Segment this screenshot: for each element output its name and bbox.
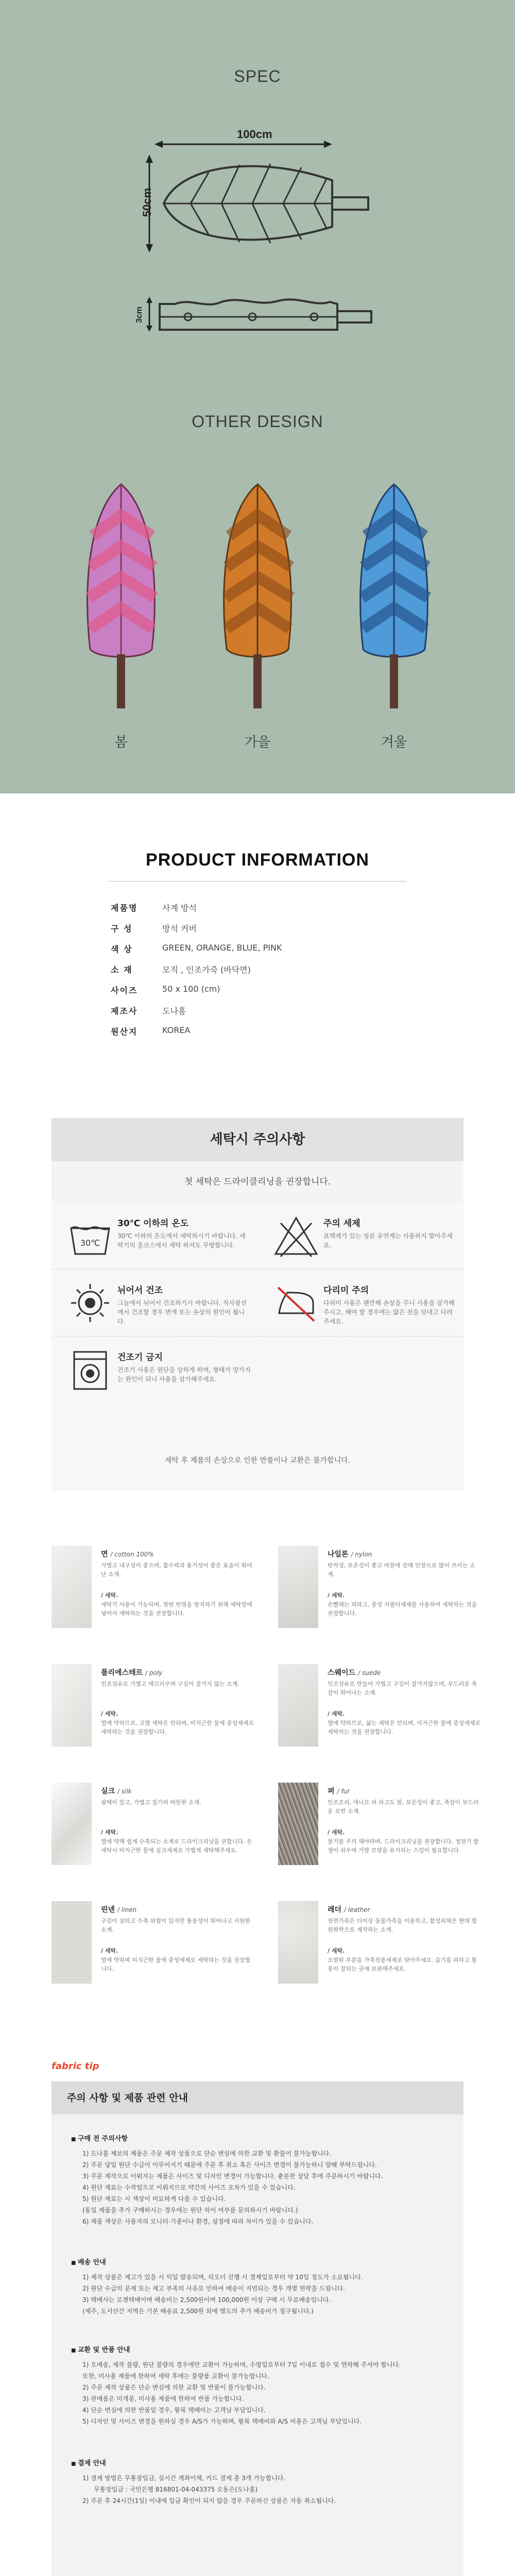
fabric-item — [278, 1664, 484, 1772]
fabric-item — [52, 1664, 258, 1772]
wash-grid — [52, 1202, 464, 1491]
fabric-item — [278, 1546, 484, 1654]
fabric-care-head: / 세탁. — [101, 1592, 118, 1599]
notice-line: 5) 디자인 및 사이즈 변경을 원하실 경우 A/S가 가능하며, 왕복 택배비와 A/S 비용은 고객님 부담입니다. — [82, 2418, 362, 2425]
notice-group-heading: ■ 결제 안내 — [71, 2458, 452, 2467]
notice-group-shipping — [71, 2257, 452, 2317]
notice-group-payment — [71, 2458, 452, 2506]
product-info-title: PRODUCT INFORMATION — [146, 850, 369, 870]
notice-line: 4) 단순 변심에 의한 반품일 경우, 왕복 택배비는 고객님 부담입니다. — [82, 2406, 266, 2414]
notice-box — [52, 2081, 464, 2576]
notice-title: 주의 사항 및 제품 관련 안내 — [52, 2081, 464, 2114]
season-spring-label: 봄 — [114, 735, 128, 750]
season-winter-label: 겨울 — [381, 735, 407, 750]
notice-line: 4) 원단 재료는 수작업으로 이뤄지므로 약간의 사이즈 오차가 있을 수 있습니다. — [82, 2184, 296, 2191]
notice-line: 3) 주문 제작으로 이뤄지는 제품은 사이즈 및 디자인 변경이 가능합니다. 충분한 상담 후에 주문하시기 바랍니다. — [82, 2173, 383, 2180]
notice-line: 3) 판매품은 미개봉, 미사용 제품에 한하여 반품 가능합니다. — [82, 2395, 244, 2402]
fabric-swatch — [52, 1783, 92, 1865]
notice-line: 1) 오배송, 제작 불량, 원단 불량의 경우에만 교환이 가능하며, 수령일로부터 7일 이내로 접수 및 연락해 주셔야 합니다. — [82, 2361, 401, 2368]
fabric-tip-label: fabric tip — [52, 2061, 99, 2072]
notice-line: 2) 주문 당일 원단 수급이 이루어지기 때문에 주문 후 취소 혹은 사이즈 변경이 불가능하니 양해 부탁드립니다. — [82, 2161, 377, 2168]
fabric-care-head: / 세탁. — [328, 1710, 345, 1717]
fabric-care-desc: 열에 약해 쉽게 수축되는 소재로 드라이크리닝을 권합니다. 손세탁시 미지근한 물에 실크세제로 가볍게 세탁해주세요. — [101, 1838, 252, 1854]
fabric-care-desc: 오염된 부분을 가죽전용세제로 닦아주세요. 습기를 피하고 통풍이 잘되는 곳에 보관해주세요. — [328, 1957, 477, 1972]
fabric-name: 퍼 / fur — [328, 1787, 350, 1795]
fabric-care-desc: 열에 약하므로, 삶는 세탁은 안되며, 미지근한 물에 중성세제로 세탁하는 것을 권장합니다. — [328, 1720, 481, 1735]
info-value: 사계 방석 — [162, 903, 197, 913]
fabric-care-head: / 세탁. — [101, 1710, 118, 1717]
wash-item — [52, 1336, 258, 1403]
fabric-care-desc: 손빨래는 피하고, 중성 저필터세제를 사용하여 세탁하는 것을 권장합니다. — [328, 1601, 477, 1617]
wash-subtitle: 첫 세탁은 드라이클리닝을 권장합니다. — [52, 1161, 464, 1202]
info-key: 색 상 — [111, 944, 133, 954]
other-design-title: OTHER DESIGN — [192, 412, 323, 431]
notice-line: (제주, 도서산간 지역은 기본 배송료 2,500원 외에 별도의 추가 배송비가 청구됩니다.) — [82, 2308, 314, 2315]
notice-group-heading: ■ 교환 및 반품 안내 — [71, 2344, 452, 2354]
notice-group-purchase — [71, 2133, 452, 2227]
notice-section — [0, 2061, 515, 2576]
fabric-care-head: / 세탁. — [328, 1947, 345, 1954]
fabric-name: 실크 / silk — [101, 1787, 132, 1795]
info-value: 도나홈 — [162, 1006, 186, 1016]
fabric-item — [278, 1783, 484, 1891]
wash-item-desc: 건조기 사용은 원단을 상하게 하며, 형태가 망가지는 원인이 되니 사용을 삼가해주세요. — [117, 1366, 251, 1383]
fabric-name: 린넨 / linen — [101, 1906, 137, 1914]
wash-item-desc: 다리미 사용은 웬만해 손상을 주니 사용을 삼가해주시고, 해야 할 경우에는 얇은 천을 덧대고 다려주세요. — [323, 1299, 455, 1325]
season-autumn-label: 가을 — [244, 735, 271, 750]
wash-caution-section — [0, 1118, 515, 1499]
notice-group-heading: ■ 구매 전 주의사항 — [71, 2133, 452, 2143]
notice-group-exchange — [71, 2344, 452, 2427]
wash-item-title: 뉘어서 건조 — [117, 1285, 163, 1296]
fabric-desc: 탄력성, 보온성이 좋고 마찰에 강해 인장으로 많이 쓰이는 소재. — [328, 1562, 475, 1578]
notice-line: 무통장입금 : 국민은행 816801-04-043375 오동은(도나홈) — [94, 2486, 258, 2493]
fabric-desc: 광택이 있고, 가볍고 질기며 따뜻한 소재. — [101, 1799, 201, 1806]
cushion-autumn-image — [211, 479, 304, 711]
svg-text:30℃: 30℃ — [80, 1238, 100, 1248]
fabric-desc: 인조섬유로 만들어 가볍고 구김이 잘가지않으며, 부드러운 촉감이 뛰어나는 소재. — [328, 1681, 477, 1696]
fabric-care-head: / 세탁. — [101, 1829, 118, 1836]
notice-line: 5) 원단 재료는 시 색상이 미묘하게 다를 수 있습니다. — [82, 2195, 226, 2202]
notice-line: 1) 결제 방법은 무통장입금, 실시간 계좌이체, 카드 결제 총 3개 가능합니다. — [82, 2475, 286, 2482]
fabric-item — [278, 1901, 484, 2009]
spec-side-diagram — [103, 289, 412, 361]
fabric-swatch — [278, 1783, 318, 1865]
fabric-desc: 인조모피, 애니모 퍼 라고도 함, 보온성이 좋고, 촉감이 부드러운 보편 소재. — [328, 1799, 479, 1815]
flat-dry-icon — [67, 1280, 113, 1326]
fabric-item — [52, 1546, 258, 1654]
wash-item-desc: 표백제가 있는 성분 유연제는 사용하지 말아주세요. — [323, 1232, 453, 1249]
notice-line: 또한, 미사용 제품에 한하여 세탁 후에는 불량품 교환이 불가능합니다. — [82, 2372, 269, 2380]
fabric-care-head: / 세탁. — [328, 1592, 345, 1599]
wash-30-icon — [67, 1213, 113, 1259]
wash-item — [52, 1202, 258, 1269]
product-info-section — [0, 793, 515, 1092]
wash-item-title: 주의 세제 — [323, 1218, 360, 1229]
info-key: 원산지 — [111, 1027, 138, 1037]
cushion-winter-image — [348, 479, 440, 711]
fabric-swatch — [52, 1901, 92, 1984]
notice-group-heading: ■ 배송 안내 — [71, 2257, 452, 2266]
info-key: 제조사 — [111, 1006, 138, 1016]
fabric-name: 면 / cotton 100% — [101, 1550, 154, 1558]
fabric-care-desc: 열에 약하므로, 고열 세탁은 안되며, 미지근한 물에 중성세제로 세탁하는 것을 권장합니다. — [101, 1720, 254, 1735]
depth-label: 3cm — [135, 306, 144, 324]
fabric-swatch — [52, 1546, 92, 1628]
fabric-item — [52, 1783, 258, 1891]
title-divider — [108, 881, 407, 882]
notice-line: 3) 택배사는 로젠택배이며 배송비는 2,500원이며 100,000원 이상 구매 시 무료배송입니다. — [82, 2296, 331, 2303]
spec-title: SPEC — [234, 67, 281, 86]
info-key: 소 재 — [111, 965, 133, 975]
info-key: 사이즈 — [111, 986, 138, 995]
fabric-desc: 천연가죽은 더이상 동물가죽을 이용하고, 합성피혁은 현대 합원화학으로 제작하는 소재. — [328, 1918, 477, 1933]
fabric-desc: 가볍고 내구성이 좋으며, 흡수력과 통기성이 좋은 효율이 뛰어난 소재. — [101, 1562, 252, 1578]
fabric-name: 폴리에스테르 / poly — [101, 1669, 163, 1677]
wash-item-desc: 30℃ 이하의 온도에서 세탁하시기 바랍니다. 세탁기의 울코스에서 세탁 하셔도 무방합니다. — [117, 1232, 246, 1249]
wash-item — [258, 1269, 464, 1336]
notice-line: 2) 주문 후 24시간(1일) 이내에 입금 확인이 되지 않을 경우 주문하신 상품은 자동 취소됩니다. — [82, 2497, 336, 2504]
width-label: 100cm — [237, 128, 272, 141]
no-bleach-icon — [273, 1213, 319, 1259]
notice-line: 1) 제작 상품은 제고가 있을 시 익일 발송되며, 리오더 진행 시 결제일로부터 약 10일 정도가 소요됩니다. — [82, 2274, 363, 2281]
fabric-care-head: / 세탁. — [101, 1947, 118, 1954]
info-key: 제품명 — [111, 903, 138, 913]
fabric-item — [52, 1901, 258, 2009]
fabric-name: 레더 / leather — [328, 1906, 370, 1914]
fabric-care-desc: 열에 약하며 미지근한 물에 중성세제로 세탁하는 것을 권장합니다. — [101, 1957, 251, 1972]
fabric-swatch — [278, 1546, 318, 1628]
fabric-guide-section — [0, 1546, 515, 2020]
fabric-name: 스웨이드 / suede — [328, 1669, 381, 1677]
wash-item-title: 30℃ 이하의 온도 — [117, 1218, 189, 1229]
wash-footer: 세탁 후 제품의 손상으로 인한 반품이나 교환은 불가합니다. — [164, 1456, 351, 1465]
cushion-spring-image — [75, 479, 167, 711]
fabric-care-desc: 물기를 주의 해야하며, 드라이크리닝을 권장합니다. 정전기 발생이 쉬우며 가발 모양을 유지하는 스킬이 필요합니다. — [328, 1838, 479, 1854]
fabric-name: 나일론 / nylon — [328, 1550, 372, 1558]
fabric-swatch — [278, 1901, 318, 1984]
wash-item-desc: 그늘에서 뉘어서 건조하기시 바랍니다. 직사광선에서 건조할 경우 변색 또는 손상의 원인이 됩니다. — [117, 1299, 247, 1325]
height-label: 50cm — [141, 188, 154, 217]
wash-title: 세탁시 주의사항 — [52, 1118, 464, 1161]
wash-item — [52, 1269, 258, 1336]
info-value: GREEN, ORANGE, BLUE, PINK — [162, 943, 282, 953]
fabric-desc: 구김이 심하고 수축 위험이 있지만 통풍성이 뛰어나고 시원한 소재. — [101, 1918, 251, 1933]
spec-section — [0, 0, 515, 793]
info-value: 모직 , 인조가죽 (바닥면) — [162, 965, 251, 975]
wash-item-title: 건조기 금지 — [117, 1352, 163, 1363]
no-dryer-icon — [67, 1347, 113, 1393]
notice-line: (동일 제품을 추가 구매하시는 경우에는 원단 차이 여부를 문의하시기 바랍니다.) — [82, 2207, 298, 2214]
info-key: 구 성 — [111, 924, 133, 934]
notice-line: 6) 제품 색상은 사용자의 모니터·기종이나 환경, 설정에 따라 차이가 있을 수 있습니다. — [82, 2218, 314, 2225]
wash-item-title: 다리미 주의 — [323, 1285, 369, 1296]
fabric-desc: 인조섬유로 가볍고 매끄러우며 구김이 잘가지 않는 소재. — [101, 1681, 239, 1687]
fabric-care-head: / 세탁. — [328, 1829, 345, 1836]
notice-line: 2) 주문 제작 상품은 단순 변심에 의한 교환 및 반품이 불가능합니다. — [82, 2384, 266, 2391]
wash-item — [258, 1202, 464, 1269]
notice-line: 1) 도나홈 제보의 제품은 주문 제작 상품으로 단순 변심에 의한 교환 및 환불이 불가능합니다. — [82, 2150, 332, 2157]
info-value: 방석 커버 — [162, 924, 197, 934]
info-value: KOREA — [162, 1025, 191, 1035]
notice-line: 2) 원단 수급의 문제 또는 제고 부족의 사유로 인하여 배송이 지연되는 경우 개별 연락을 드립니다. — [82, 2285, 346, 2292]
fabric-swatch — [278, 1664, 318, 1747]
fabric-care-desc: 세탁기 사용이 가능하며, 첫번 빈명을 방지하기 위해 세탁망에 넣어서 세탁하는 것을 권장합니다. — [101, 1601, 252, 1617]
info-value: 50 x 100 (cm) — [162, 984, 220, 994]
iron-caution-icon — [273, 1280, 319, 1326]
fabric-swatch — [52, 1664, 92, 1747]
